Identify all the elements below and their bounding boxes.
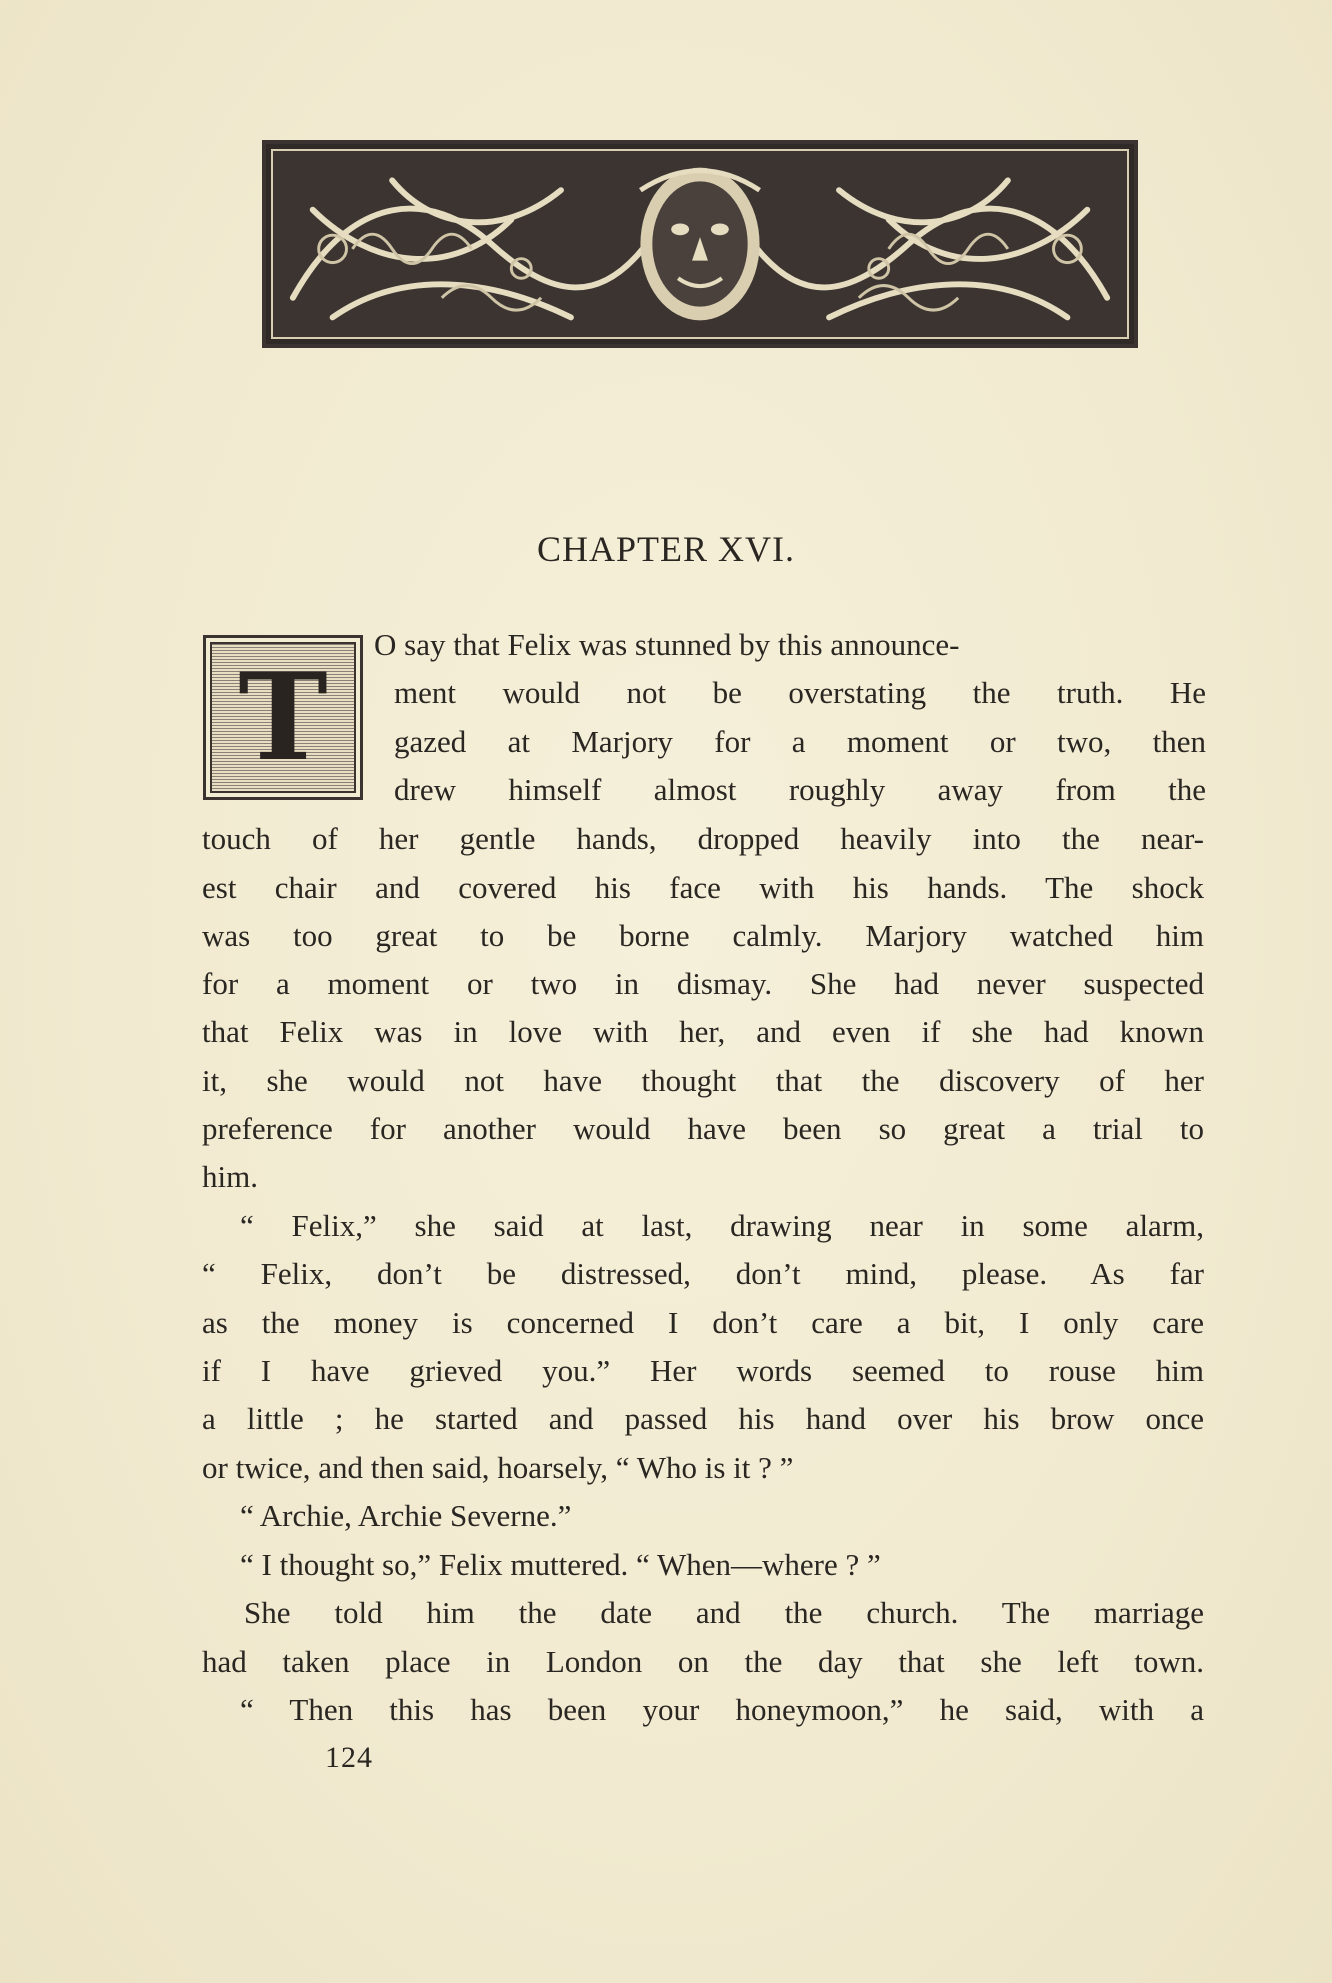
text-line: it, she would not have thought that the discovery of her xyxy=(202,1063,1204,1098)
text-line: him. xyxy=(202,1159,258,1194)
text-line: ment would not be overstating the truth. He xyxy=(394,675,1206,710)
text-line: drew himself almost roughly away from the xyxy=(394,772,1206,807)
initial-letter: T xyxy=(238,646,328,788)
text-line: that Felix was in love with her, and even if she had known xyxy=(202,1014,1204,1049)
text-line: or twice, and then said, hoarsely, “ Who is it ? ” xyxy=(202,1450,794,1485)
text-line: O say that Felix was stunned by this announce- xyxy=(374,627,960,662)
text-line: a little ; he started and passed his hand over his brow once xyxy=(202,1401,1204,1436)
text-line: “ Archie, Archie Severne.” xyxy=(240,1498,572,1533)
text-line: as the money is concerned I don’t care a bit, I only care xyxy=(202,1305,1204,1340)
decorated-initial xyxy=(203,635,363,800)
text-line: if I have grieved you.” Her words seemed to rouse him xyxy=(202,1353,1204,1388)
text-line: She told him the date and the church. The marriage xyxy=(244,1595,1204,1630)
text-line: “ Felix, don’t be distressed, don’t mind, please. As far xyxy=(202,1256,1204,1291)
ornamental-headpiece xyxy=(262,140,1138,348)
text-line: “ Then this has been your honeymoon,” he said, with a xyxy=(240,1692,1204,1727)
text-line: gazed at Marjory for a moment or two, then xyxy=(394,724,1206,759)
chapter-title: CHAPTER XVI. xyxy=(536,529,795,569)
text-line: for a moment or two in dismay. She had never suspected xyxy=(202,966,1204,1001)
text-line: “ I thought so,” Felix muttered. “ When—where ? ” xyxy=(240,1547,881,1582)
text-line: had taken place in London on the day that she left town. xyxy=(202,1644,1204,1679)
text-line: “ Felix,” she said at last, drawing near in some alarm, xyxy=(240,1208,1204,1243)
text-line: preference for another would have been so great a trial to xyxy=(202,1111,1204,1146)
foliage-ornament-icon xyxy=(273,151,1127,337)
text-line: touch of her gentle hands, dropped heavily into the near- xyxy=(202,821,1204,856)
text-line: was too great to be borne calmly. Marjory watched him xyxy=(202,918,1204,953)
page-number: 124 xyxy=(325,1741,373,1774)
text-line: est chair and covered his face with his hands. The shock xyxy=(202,870,1204,905)
